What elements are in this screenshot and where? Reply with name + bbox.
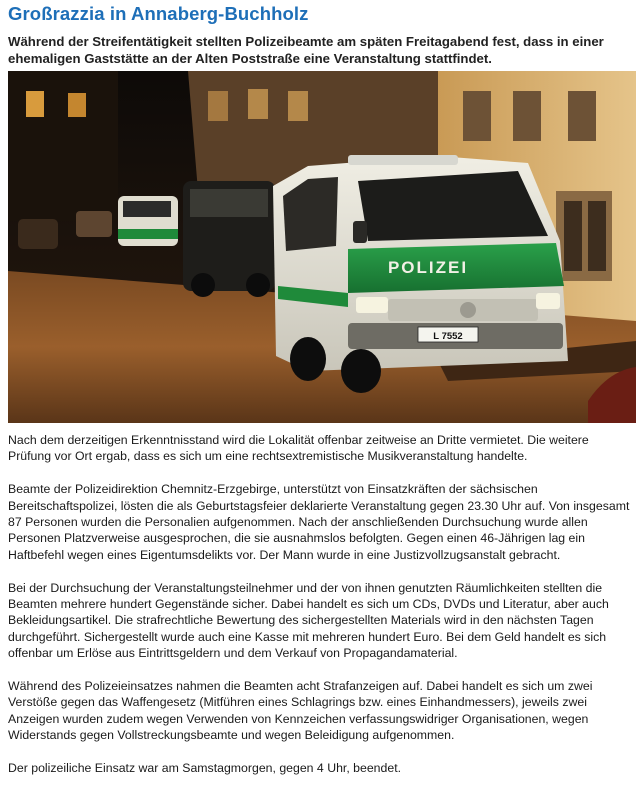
article-lead: Während der Streifentätigkeit stellten Polizeibeamte am späten Freitagabend fest, dass in einer ehemaligen Gaststätte an der Alten Poststraße eine Veranstaltung stattfindet. (8, 34, 604, 66)
van-license-plate: L 7552 (433, 331, 463, 342)
van-polizei-label: POLIZEI (387, 258, 469, 277)
article-paragraph: Bei der Durchsuchung der Veranstaltungsteilnehmer und der von ihnen genutzten Räumlichkeiten stellten die Beamten mehrere hundert Gegenstände sicher. Dabei handelt es sich um CDs, DVDs und Literatur, aber auch Bekleidungsartikel. Die strafrechtliche Bewertung des sichergestellten Materials wird in den nächsten Tagen durchgeführt. Sichergestellt wurde auch eine Kasse mit mehreren hundert Euro. Bei dem Geld handelt es sich offenbar um Erlöse aus Eintrittsgeldern und dem Verkauf von Propagandamaterial. (8, 580, 609, 661)
police-vans-night-photo (8, 71, 636, 423)
article-paragraph: Während des Polizeieinsatzes nahmen die Beamten acht Strafanzeigen auf. Dabei handelt es sich um zwei Verstöße gegen das Waffengesetz (Mitführen eines Schlagrings bzw. eines Einhandmessers), jeweils zwei Anzeigen wurden zudem wegen Verwenden von Kennzeichen verfassungswidriger Organisationen, wegen Widerstands gegen Vollstreckungsbeamte und wegen Beleidigung aufgenommen. (8, 679, 593, 743)
article-headline: Großrazzia in Annaberg-Buchholz (8, 3, 309, 24)
article-paragraph: Beamte der Polizeidirektion Chemnitz-Erzgebirge, unterstützt von Einsatzkräften der sächsischen Bereitschaftspolizei, lösten die als Geburtstagsfeier deklarierte Veranstaltung gegen 23.30 Uhr auf. Von insgesamt 87 Personen wurden die Personalien aufgenommen. Nach der anschließenden Durchsuchung wurde allen Personen Platzverweise ausgesprochen, die sie ausnahmslos befolgten. Gegen einen 46-Jährigen lag ein Haftbefehl wegen eines Eigentumsdelikts vor. Der Mann wurde in eine Justizvollzugsanstalt gebracht. (8, 482, 630, 562)
police-van (273, 155, 568, 393)
article-body (8, 432, 630, 793)
article-paragraph: Nach dem derzeitigen Erkenntnisstand wird die Lokalität offenbar zeitweise an Dritte vermietet. Die weitere Prüfung vor Ort ergab, dass es sich um eine rechtsextremistische Musikveranstaltung handelte. (8, 433, 589, 464)
article-paragraph: Der polizeiliche Einsatz war am Samstagmorgen, gegen 4 Uhr, beendet. (8, 761, 402, 776)
article-photo (8, 71, 636, 423)
